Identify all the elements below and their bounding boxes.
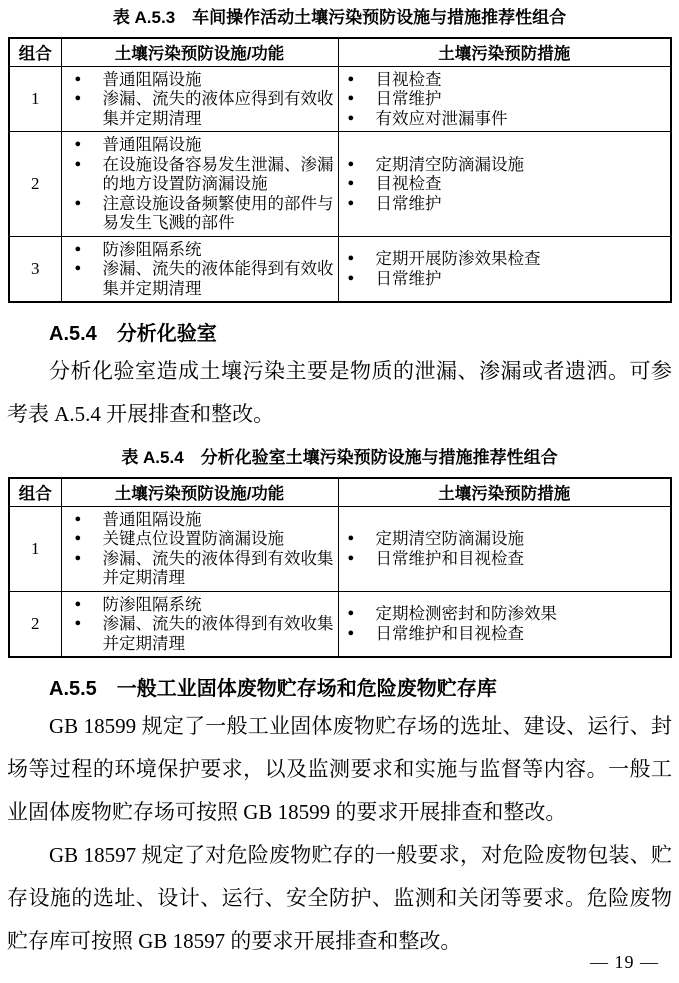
bullet-item: [75, 194, 336, 233]
section-a55-paragraph-1: GB 18599 规定了一般工业固体废物贮存场的选址、建设、运行、封场等过程的环境保护要求，以及监测要求和实施与监督等内容。一般工业固体废物贮存场可按照 GB 18599 的要求开展排查和整改。: [7, 714, 672, 824]
bullet-text: 目视检查: [375, 174, 442, 193]
col-header-measures: 土壤污染预防措施: [338, 38, 671, 66]
bullet-text: 定期开展防渗效果检查: [375, 249, 541, 269]
bullet-list: [339, 155, 671, 214]
bullet-icon: ●: [347, 72, 355, 85]
bullet-icon: ●: [347, 157, 355, 170]
bullet-item: [75, 240, 336, 260]
bullet-item: [75, 529, 336, 549]
col-header-facilities: 土壤污染预防设施/功能: [61, 38, 338, 66]
col-header-facilities: 土壤污染预防设施/功能: [61, 478, 338, 506]
table-row: [9, 506, 671, 591]
bullet-item: [348, 624, 669, 644]
bullet-text: 定期清空防滴漏设施: [375, 154, 524, 174]
facilities-cell: [61, 236, 338, 302]
facilities-cell: [61, 66, 338, 132]
bullet-item: [348, 249, 669, 269]
bullet-text: 渗漏、流失的液体得到有效收集并定期清理: [102, 614, 334, 653]
bullet-text: 普通阻隔设施: [102, 69, 202, 89]
bullet-item: [75, 155, 336, 194]
table-row: [9, 591, 671, 657]
bullet-text: 定期清空防滴漏设施: [375, 529, 524, 548]
table-row: [9, 236, 671, 302]
bullet-icon: ●: [74, 242, 82, 255]
bullet-icon: ●: [74, 532, 82, 544]
bullet-text: 日常维护: [375, 89, 442, 108]
bullet-text: 关键点位设置防滴漏设施: [102, 529, 284, 548]
section-a55-paragraph-2: GB 18597 规定了对危险废物贮存的一般要求，对危险废物包装、贮存设施的选址、设计、运行、安全防护、监测和关闭等要求。危险废物贮存库可按照 GB 18597 的要求开展排查和整改。: [7, 843, 672, 953]
combo-number: 1: [9, 506, 61, 591]
bullet-icon: ●: [74, 196, 82, 209]
bullet-text: 日常维护: [375, 193, 442, 213]
bullet-icon: ●: [74, 138, 82, 150]
bullet-icon: ●: [74, 597, 82, 610]
table-row: [9, 66, 671, 132]
bullet-icon: ●: [74, 157, 82, 170]
measures-cell: [338, 66, 671, 132]
col-header-combo: 组合: [9, 38, 61, 66]
bullet-icon: ●: [74, 92, 82, 104]
bullet-text: 注意设施设备频繁使用的部件与易发生飞溅的部件: [102, 193, 334, 232]
combo-number: 1: [9, 66, 61, 132]
bullet-item: [348, 70, 669, 90]
bullet-text: 普通阻隔设施: [102, 135, 202, 154]
bullet-item: [75, 510, 336, 530]
bullet-icon: ●: [347, 111, 355, 124]
measures-cell: [338, 506, 671, 591]
bullet-item: [348, 109, 669, 129]
col-header-measures: 土壤污染预防措施: [338, 478, 671, 506]
bullet-text: 防渗阻隔系统: [102, 594, 202, 614]
combo-number: 2: [9, 591, 61, 657]
bullet-icon: ●: [74, 72, 82, 85]
bullet-text: 渗漏、流失的液体能得到有效收集并定期清理: [102, 259, 334, 298]
bullet-text: 渗漏、流失的液体应得到有效收集并定期清理: [102, 89, 334, 128]
bullet-item: [348, 549, 669, 569]
bullet-item: [348, 155, 669, 175]
bullet-icon: ●: [347, 607, 355, 620]
bullet-item: [75, 614, 336, 653]
measures-cell: [338, 132, 671, 237]
bullet-list: [339, 70, 671, 129]
bullet-icon: ●: [347, 92, 355, 104]
bullet-text: 普通阻隔设施: [102, 509, 202, 529]
bullet-icon: ●: [74, 512, 82, 525]
bullet-icon: ●: [347, 551, 355, 564]
bullet-icon: ●: [347, 626, 355, 639]
bullet-text: 日常维护和目视检查: [375, 548, 524, 568]
bullet-text: 渗漏、流失的液体得到有效收集并定期清理: [102, 548, 334, 587]
section-a54-paragraph: 分析化验室造成土壤污染主要是物质的泄漏、渗漏或者遗洒。可参考表 A.5.4 开展排查和整改。: [7, 359, 672, 426]
bullet-item: [348, 269, 669, 289]
bullet-item: [75, 259, 336, 298]
bullet-list: [339, 529, 671, 568]
page-number: — 19 —: [590, 952, 659, 972]
bullet-list: [62, 240, 338, 299]
bullet-item: [348, 89, 669, 109]
table-a54: [8, 477, 672, 658]
facilities-cell: [61, 506, 338, 591]
bullet-icon: ●: [347, 196, 355, 209]
bullet-icon: ●: [347, 177, 355, 189]
bullet-text: 日常维护: [375, 268, 442, 288]
table-header-row: [9, 478, 671, 506]
bullet-item: [348, 529, 669, 549]
bullet-list: [339, 604, 671, 643]
bullet-item: [75, 70, 336, 90]
table-a54-title: 表 A.5.4 分析化验室土壤污染预防设施与措施推荐性组合: [121, 448, 558, 467]
bullet-list: [62, 595, 338, 654]
bullet-item: [75, 89, 336, 128]
bullet-text: 在设施设备容易发生泄漏、渗漏的地方设置防滴漏设施: [102, 154, 334, 193]
bullet-icon: ●: [347, 271, 355, 284]
facilities-cell: [61, 132, 338, 237]
bullet-item: [348, 604, 669, 624]
table-a53: [8, 37, 672, 303]
col-header-combo: 组合: [9, 478, 61, 506]
section-a55-heading: A.5.5 一般工业固体废物贮存场和危险废物贮存库: [49, 678, 497, 700]
bullet-item: [75, 595, 336, 615]
bullet-item: [75, 135, 336, 155]
section-a54-heading: A.5.4 分析化验室: [49, 323, 217, 345]
bullet-text: 有效应对泄漏事件: [375, 108, 508, 128]
combo-number: 2: [9, 132, 61, 237]
combo-number: 3: [9, 236, 61, 302]
bullet-list: [62, 510, 338, 588]
table-a53-title: 表 A.5.3 车间操作活动土壤污染预防设施与措施推荐性组合: [112, 8, 567, 27]
bullet-icon: ●: [74, 551, 82, 564]
bullet-item: [348, 194, 669, 214]
bullet-text: 定期检测密封和防渗效果: [375, 604, 557, 624]
bullet-item: [75, 549, 336, 588]
bullet-list: [339, 249, 671, 288]
bullet-text: 日常维护和目视检查: [375, 623, 524, 643]
bullet-icon: ●: [74, 262, 82, 274]
table-header-row: [9, 38, 671, 66]
measures-cell: [338, 591, 671, 657]
bullet-text: 防渗阻隔系统: [102, 239, 202, 259]
measures-cell: [338, 236, 671, 302]
table-row: [9, 132, 671, 237]
bullet-item: [348, 174, 669, 194]
bullet-icon: ●: [347, 532, 355, 544]
facilities-cell: [61, 591, 338, 657]
bullet-icon: ●: [74, 617, 82, 629]
bullet-text: 目视检查: [375, 69, 442, 89]
bullet-list: [62, 135, 338, 233]
bullet-list: [62, 70, 338, 129]
bullet-icon: ●: [347, 252, 355, 265]
